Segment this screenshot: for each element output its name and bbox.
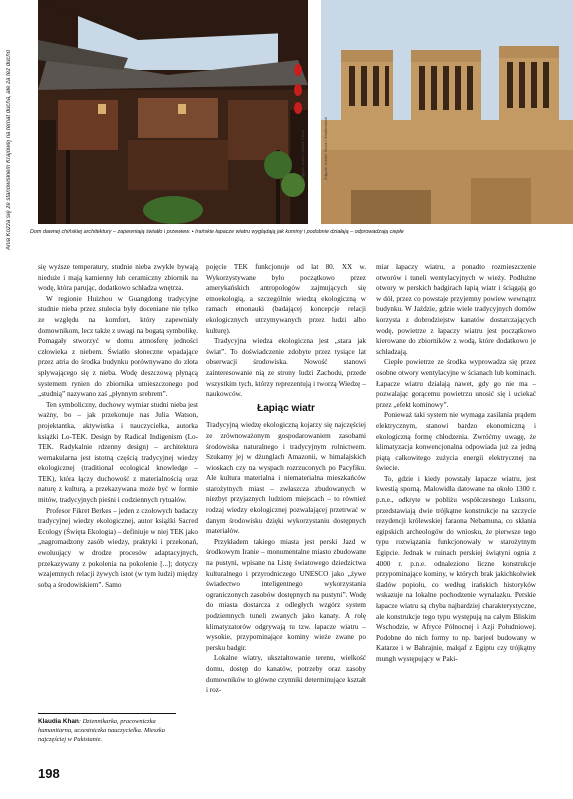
left-photo-credit: Zdjęcie: autor / Adobe Stock [300,129,305,180]
section-heading: Łapiąc wiatr [257,402,315,414]
windcatcher-photo-illustration [321,0,573,224]
col2-paragraph: Przykładem takiego miasta jest perski Jazd w środkowym Iranie – monumentalne miasto zbudowane na pustyni, wpisane na Listę światowego dziedzictwa kulturalnego i przyrodniczego UNESCO jako „żywe świadectwo inteligentnego wykorzystania ograniczonych zasobów dostępnych na pustyni”. Wodę do miasta dostarcza z odległych wzgórz system podziemnych tuneli zwanych jako kanaty. A rolę klimatyzatorów odgrywają tu tzw. łapacze wiatru – wysokie, przypominające kominy wieże zwane po persku badgir. [206,537,366,652]
windcatcher-photo [321,0,573,224]
col2-paragraph: Lokalne wiatry, ukształtowanie terenu, wielkość domu, dostęp do kanatów, potrzeby oraz zasoby domowników to główne czynniki determinujące kształt i roz- [206,654,366,695]
col1-paragraph: W regionie Huizhou w Guangdong tradycyjne studnie nieba przez stulecia były doceniane nie tylko ze względu na komfort, który zapewniały domownikom, lecz także z uwagi na bogatą symbolikę. Pomagały stworzyć w domu atmosferę jedności człowieka z niebem. Światło słoneczne wpadające przez atria do środka budynku porównywano do złota spływającego się z nieba. Wodę deszczową płynącą systemem rynien do zbiornika umieszczonego pod „studnią” nazywano zaś „płynnym srebrem”. [38,294,198,399]
col1-paragraph: Ten symboliczny, duchowy wymiar studni nieba jest ważny, bo – jak przekonuje nas Julia Watson, projektantka, aktywistka i nauczycielka, autorka książki Lo-TEK. Design by Radical Indigenism (Lo-TEK. Radykalnie rdzenny design) – architektura wernakularna jest istotną częścią tradycyjnej wiedzy ekologicznej (traditional ecological knowledge – TEK), która łączy duchowość z materialnością oraz naturę z kulturą, a przekazywana może być w formie mitów, tradycyjnych pieśni i codziennych rytuałów. [38,400,198,505]
article-column-1 [38,262,198,590]
photo-side-caption: Ania Kozza się ze stanowiskiem Krajowej na temat ducha, ale za też ducho [6,49,12,250]
author-bio-text: : Dziennikarka, pracowniczka humanitarna, uczestniczka nauczycielka. Mieszka najczęściej w Pakistanie. [38,718,165,743]
col3-paragraph: To, gdzie i kiedy powstały łapacze wiatru, jest kwestią sporną. Malowidła datowane na około 1300 r. p.n.e., odkryte w pobliżu współczesnego Luksoru, przedstawiają dwie trójkątne konstrukcje na szczycie rezydencji królewskiej faraona Nebamuna, co skłania egipskich archeologów do wniosku, że pierwsze tego typu rozwiązania funkcjonowały w starożytnym Egipcie. Jednak w ruinach perskiej świątyni ognia z 4000 r. p.n.e. odnaleziono liczne konstrukcje przypominające kominy, w których brak jakichkolwiek śladów popiołu, co według irańskich historyków wskazuje na lokalne pochodzenie wynalazku. Perskie łapacze wiatru są chyba najbardziej charakterystyczne, ale konstrukcje tego typu występują na całym Bliskim Wschodzie, w Afryce Północnej i Azji Południowej. Podobne do nich formy to np. barjeel budowany w Katarze i w Bahrajnie, malqaf z Egiptu czy trójkątny mungh występujący w Paki- [376,474,536,663]
col2-paragraph: Tradycyjną wiedzę ekologiczną kojarzy się najczęściej ze zrównoważonym gospodarowaniem zasobami środowiska naturalnego i tradycyjnym rolnictwem. Szukamy jej w dżunglach Amazonii, w himalajskich wioskach czy na wyspach rozrzuconych po Pacyfiku. Ale kultura materialna i niematerialna mieszkańców starożytnych miast – zwłaszcza zbudowanych w niezbyt przyjaznych ludziom miejscach – to również rodzaj wiedzy ekologicznej pozwalającej przetrwać w danym środowisku dzięki wykorzystaniu dostępnych materiałów. [206,421,366,536]
col3-paragraph: Ponieważ taki system nie wymaga zasilania prądem elektrycznym, stanowi bardzo ekonomiczną i ekologiczną formę chłodzenia. Zwróćmy uwagę, że klimatyzacja konwencjonalna odpowiada już za jedną piątą całkowitego zużycia energii elektrycznej na świecie. [376,411,536,473]
article-column-3 [376,262,536,665]
col3-paragraph: Ciepłe powietrze ze środka wyprowadza się przez osobne otwory wentylacyjne w ścianach lub kominach. Łapacze wiatru działają nawet, gdy go nie ma – pozwalając gorącemu powietrzu unosić się i uciekać przez „efekt kominowy”. [376,358,536,409]
col2-paragraph: pojęcie TEK funkcjonuje od lat 80. XX w. Wykorzystywane było początkowo przez amerykańskich antropologów zajmujących się etnoekologią, a szczególnie wiedzą ekologiczną w ramach etnonauki (badającej koncepcje relacji ekologicznych utrzymywanych przez ludzi albo kulturę). [206,263,366,335]
courtyard-photo [38,0,308,224]
col3-paragraph: miar łapaczy wiatru, a ponadto rozmieszczenie otworów i tuneli wentylacyjnych w wieży. Podłużne otwory w perskich badgirach łapią wiatr i ściągają go w dół, przez co powstaje przyjemny powiew wewnątrz budynku. W Jaździe, gdzie wiele tradycyjnych domów korzysta z dobrodziejstw kanatów dostarczających wodę, powietrze z łapaczy wiatru jest początkowo kierowane do zbiorników z wodą, które dodatkowo je schładzają. [376,263,536,356]
page-number: 198 [38,766,60,781]
article-column-2 [206,262,366,696]
author-bio [38,717,178,744]
photo-caption-strip: Dom dawnej chińskiej architektury – zapewniają światło i przewiew. • Irańskie łapacze wiatru wyglądają jak kominy i podobnie działają – odprowadzają ciepłe [30,229,404,235]
bio-divider [38,713,176,714]
col1-paragraph: Profesor Fikret Berkes – jeden z czołowych badaczy tradycyjnej wiedzy ekologicznej, autor książki Sacred Ecology (Święta Ekologia) – definiuje w niej TEK jako „nagromadzony zasób wiedzy, praktyki i przekonań, ewoluujący w drodze procesów adaptacyjnych, przekazywany z pokolenia na pokolenie [...]; dotyczy wzajemnych relacji żywych istot (w tym ludzi) między sobą a środowiskiem”. Samo [38,506,198,589]
right-photo-credit: Zdjęcie: Adobe Stock / Shutterstock [323,116,328,180]
col1-paragraph: się wyższe temperatury, studnie nieba zwykle bywają nieduże i mają kamienny lub ceramiczny zbiornik na wodę, która parując, dodatkowo schładza wnętrza. [38,263,198,293]
courtyard-photo-illustration [38,0,308,224]
col2-paragraph: Tradycyjna wiedza ekologiczna jest „stara jak świat”. To doświadczenie zdobyte przez tysiące lat obserwacji środowiska. Nowość stanowi zainteresowanie nią ze strony ludzi Zachodu, przede wszystkim tych, którzy reprezentują i tworzą Wiedzę – naukowców. [206,337,366,399]
author-name: Klaudia Khan [38,718,79,725]
